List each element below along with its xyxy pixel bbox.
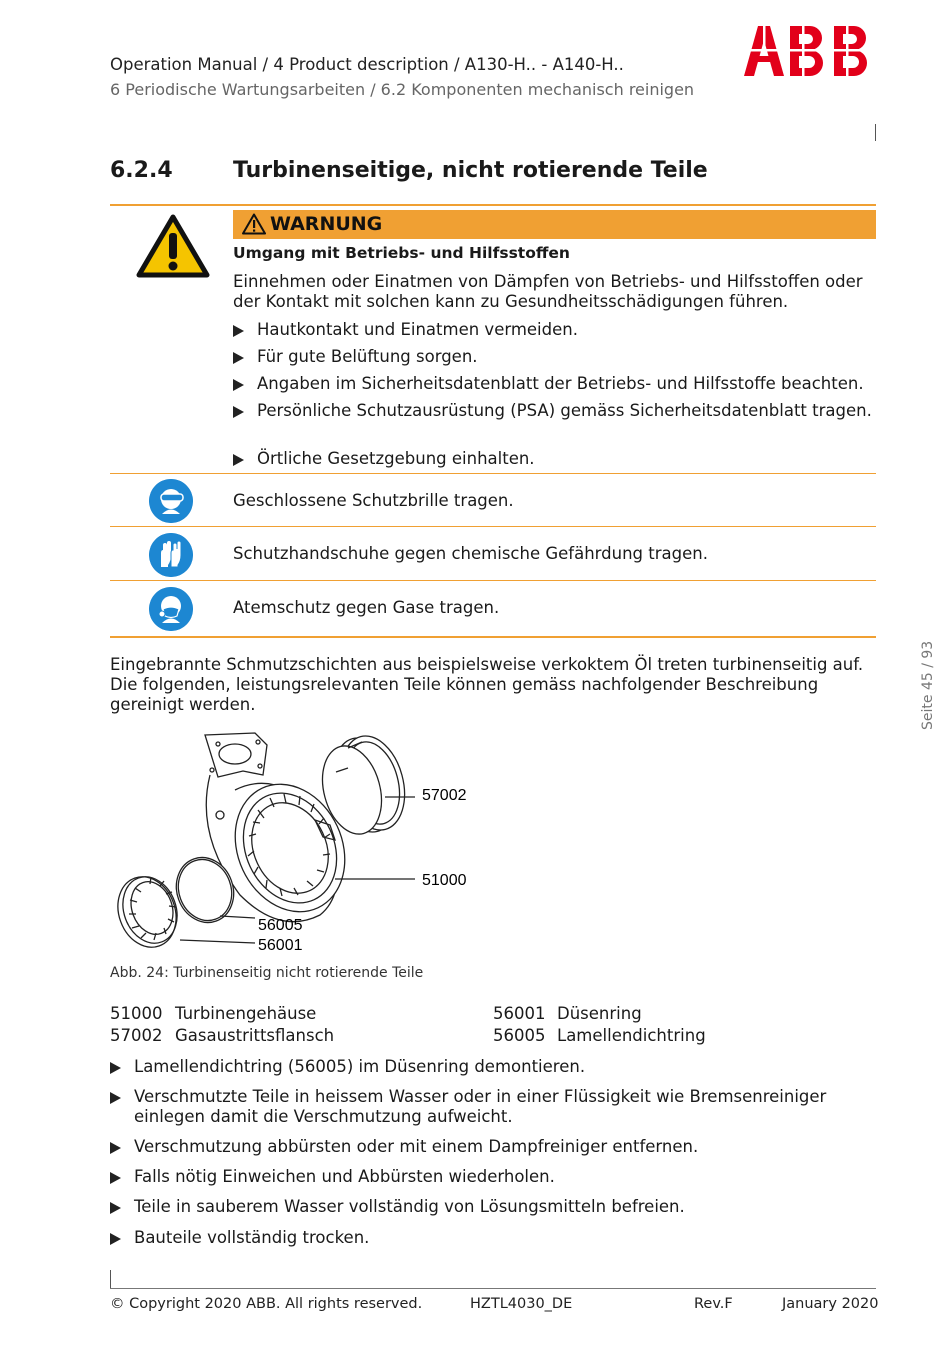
step-item: Bauteile vollständig trocken.	[110, 1228, 876, 1248]
gloves-icon	[149, 533, 193, 577]
legend-name: Turbinengehäuse	[175, 1004, 317, 1023]
figure-caption: Abb. 24: Turbinenseitig nicht rotierende Teile	[110, 965, 424, 981]
step-item: Verschmutzte Teile in heissem Wasser oder in einer Flüssigkeit wie Bremsenreiniger einlegen damit die Verschmutzung aufweicht.	[110, 1087, 876, 1127]
sub-breadcrumb: 6 Periodische Wartungsarbeiten / 6.2 Komponenten mechanisch reinigen	[110, 80, 695, 99]
callout-56005: 56005	[258, 917, 303, 934]
legend-code: 56005	[493, 1026, 546, 1045]
section-number: 6.2.4	[110, 158, 173, 183]
header-rule	[875, 124, 876, 141]
warning-bullet: Persönliche Schutzausrüstung (PSA) gemäss Sicherheitsdatenblatt tragen.	[233, 401, 873, 421]
warning-bullet: Angaben im Sicherheitsdatenblatt der Betriebs- und Hilfsstoffe beachten.	[233, 374, 873, 394]
step-item: Verschmutzung abbürsten oder mit einem Dampfreiniger entfernen.	[110, 1137, 876, 1157]
warning-top-rule	[110, 204, 876, 206]
warning-triangle-icon	[136, 214, 210, 278]
footer-copyright: © Copyright 2020 ABB. All rights reserved.	[110, 1296, 423, 1312]
footer-revision: Rev.F	[694, 1296, 733, 1312]
breadcrumb: Operation Manual / 4 Product description / A130-H.. - A140-H..	[110, 55, 624, 74]
warning-text: Einnehmen oder Einatmen von Dämpfen von Betriebs- und Hilfsstoffen oder der Kontakt mit solchen kann zu Gesundheitsschädigungen führen.	[233, 272, 863, 311]
legend-name: Gasaustrittsflansch	[175, 1026, 335, 1045]
step-item: Lamellendichtring (56005) im Düsenring demontieren.	[110, 1057, 876, 1077]
intro-paragraph: Eingebrannte Schmutzschichten aus beispielsweise verkoktem Öl treten turbinenseitig auf. Die folgenden, leistungsrelevanten Teile können gemäss nachfolgender Beschreibung gereinigt werden.	[110, 655, 864, 714]
warning-label: WARNUNG	[270, 213, 383, 235]
callout-57002: 57002	[422, 787, 467, 804]
ppe-text: Schutzhandschuhe gegen chemische Gefährdung tragen.	[233, 544, 708, 563]
legend-name: Düsenring	[557, 1004, 642, 1023]
legend-code: 56001	[493, 1004, 546, 1023]
warning-bottom-rule	[110, 636, 876, 638]
ppe-text: Atemschutz gegen Gase tragen.	[233, 598, 500, 617]
footer-rule-vertical	[110, 1270, 111, 1288]
warning-bullet: Örtliche Gesetzgebung einhalten.	[233, 449, 873, 469]
divider	[110, 526, 876, 527]
abb-logo	[744, 26, 876, 76]
legend-code: 51000	[110, 1004, 163, 1023]
callout-56001: 56001	[258, 937, 303, 954]
warning-bullet: Für gute Belüftung sorgen.	[233, 347, 873, 367]
divider	[110, 473, 876, 474]
page-number: Seite 45 / 93	[920, 640, 936, 730]
warning-small-icon	[242, 213, 266, 235]
ppe-text: Geschlossene Schutzbrille tragen.	[233, 491, 514, 510]
footer-doc-id: HZTL4030_DE	[470, 1296, 573, 1312]
footer-rule	[110, 1288, 876, 1289]
footer-date: January 2020	[782, 1296, 879, 1312]
turbine-parts-figure	[110, 730, 490, 960]
legend-code: 57002	[110, 1026, 163, 1045]
step-item: Teile in sauberem Wasser vollständig von Lösungsmitteln befreien.	[110, 1197, 876, 1217]
warning-bullet: Hautkontakt und Einatmen vermeiden.	[233, 320, 873, 340]
step-item: Falls nötig Einweichen und Abbürsten wiederholen.	[110, 1167, 876, 1187]
divider	[110, 580, 876, 581]
callout-51000: 51000	[422, 872, 467, 889]
legend-name: Lamellendichtring	[557, 1026, 706, 1045]
respirator-icon	[149, 587, 193, 631]
goggles-icon	[149, 479, 193, 523]
warning-subtitle: Umgang mit Betriebs- und Hilfsstoffen	[233, 244, 570, 262]
section-title: Turbinenseitige, nicht rotierende Teile	[233, 158, 708, 183]
